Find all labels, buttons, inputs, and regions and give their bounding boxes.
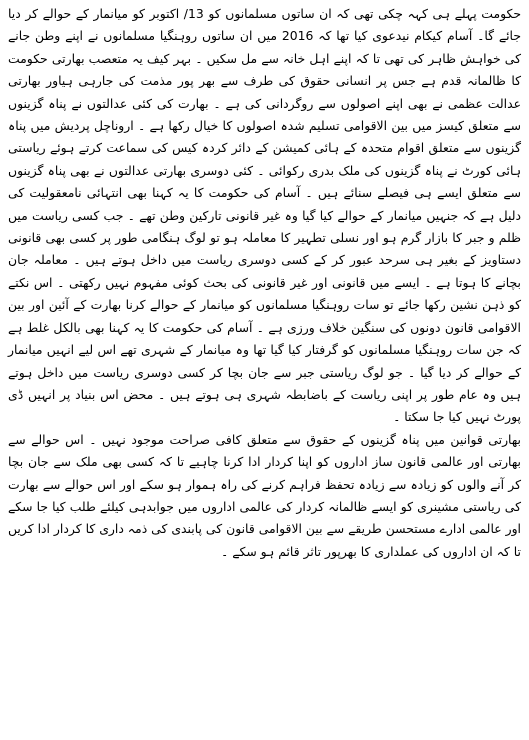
article-paragraph-1: حکومت پہلے ہی کہہ چکی تھی کہ ان ساتوں مسلمانوں کو 13/ اکتوبر کو میانمار کے حوالے کر دیا جائے گا۔ آسام کیکام نیدعوی کیا تھا کہ 2016 میں ان ساتوں روہنگیا مسلمانوں نے اپنے وطن جانے کی خواہش ظاہر کی تھی تا کہ اپنے اہل خانہ سے مل سکیں ۔ بہر کیف یہ متعصب بھارتی حکومت کا ظالمانہ قدم ہے جس پر انسانی حقوق کی طرف سے بھر پور مذمت کی جارہی ہیاور بھارتی عدالت عظمی نے بھی اپنے اصولوں سے روگردانی کی ہے ۔ بھارت کی کئی عدالتوں نے پناہ گزینوں سے متعلق کیسز میں بین الاقوامی تسلیم شدہ اصولوں کا خیال رکھا ہے ۔ اروناچل پردیش میں پناہ گزینوں سے متعلق اقوام متحدہ کے ہائی کمیشن کے دائر کردہ کیس کی سماعت کرتے ہوئے ریاستی ہائی کورٹ نے پناہ گزینوں کی ملک بدری رکوائی ۔ کئی دوسری بھارتی عدالتوں نے بھی پناہ گزینوں سے متعلق ایسے ہی فیصلے سنائے ہیں ۔ آسام کی حکومت کا یہ کہنا بھی انتہائی نامعقولیت کی دلیل ہے کہ جنہیں میانمار کے حوالے کیا گیا وہ غیر قانونی تارکین وطن تھے ۔ جب کسی ریاست میں ظلم و جبر کا بازار گرم ہو اور نسلی تطہیر کا معاملہ ہو تو لوگ ہنگامی طور پر کسی بھی قانونی دستاویز کے بغیر ہی سرحد عبور کر کے کسی دوسری ریاست میں داخل ہوتے ہیں ۔ معاملہ جان بچانے کا ہوتا ہے ۔ ایسے میں قانونی اور غیر قانونی کی بحث کوئی مفہوم نہیں رکھتی ۔ اس نکتے کو ذہن نشین رکھا جائے تو سات روہنگیا مسلمانوں کو میانمار کے حوالے کرنا بھارت کے آئین اور بین الاقوامی قانون دونوں کی سنگین خلاف ورزی ہے ۔ آسام کی حکومت کا یہ کہنا بھی بالکل غلط ہے کہ جن سات روہنگیا مسلمانوں کو گرفتار کیا گیا تھا وہ میانمار کے شہری تھے اس لیے انہیں میانمار کے حوالے کر دیا گیا ۔ جو لوگ ریاستی جبر سے جان بچا کر کسی دوسری ریاست میں داخل ہوتے ہیں وہ عام طور پر اپنی ریاست کے باضابطہ شہری ہی ہوتے ہیں ۔ محض اس بنیاد پر انہیں ڈی پورٹ نہیں کیا جا سکتا ۔ <box>8 6 521 425</box>
article-paragraph-2: بھارتی قوانین میں پناہ گزینوں کے حقوق سے متعلق کافی صراحت موجود نہیں ۔ اس حوالے سے بھارتی اور عالمی قانون ساز اداروں کو اپنا کردار ادا کرنا چاہیے تا کہ کسی بھی ملک سے جان بچا کر آنے والوں کو زیادہ سے زیادہ تحفظ فراہم کرنے کی راہ ہموار ہو سکے اور اس حوالے سے بھارت کی ریاستی مشینری کو ایسے ظالمانہ کردار کی عالمی اداروں میں جوابدہی کیلئے طلب کیا جا سکے اور عالمی ادارے مستحسن طریقے سے بین الاقوامی قانون کی پابندی کی ذمہ داری کا کردار ادا کریں تا کہ ان اداروں کی عملداری کا بھرپور تاثر قائم ہو سکے ۔ <box>8 431 521 559</box>
